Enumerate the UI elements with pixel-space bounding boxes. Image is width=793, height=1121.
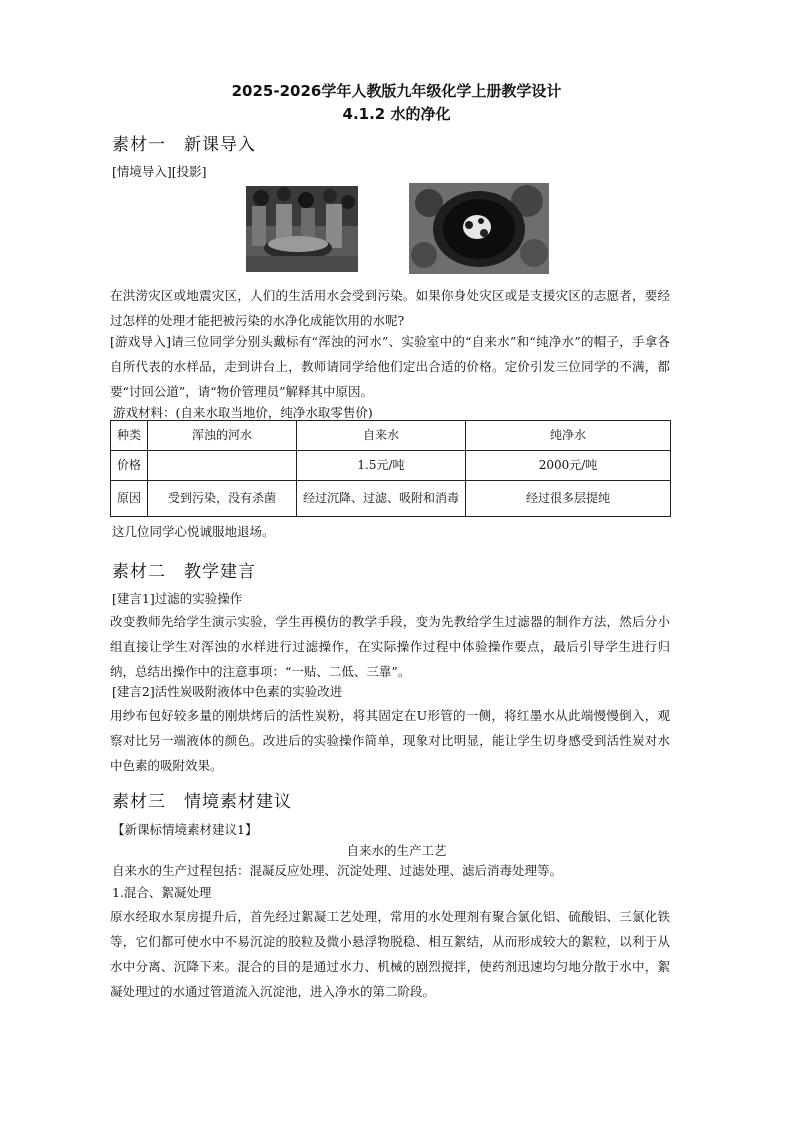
lesson-title: 4.1.2 水的净化 <box>342 105 451 123</box>
conclusion-text: 这几位同学心悦诚服地退场。 <box>112 524 275 539</box>
table-cell: 纯净水 <box>466 421 671 451</box>
table-cell: 经过沉降、过滤、吸附和消毒 <box>297 481 466 517</box>
table-cell: 价格 <box>111 451 148 481</box>
suggestion-2-body <box>110 703 670 778</box>
scene-tag: [情境导入][投影] <box>112 164 207 179</box>
step-1-text: 原水经取水泵房提升后，首先经过絮凝工艺处理，常用的水处理剂有聚合氯化铝、硫酸铝、三氯化铁等，它们都可使水中不易沉淀的胶粒及微小悬浮物脱稳、相互絮结，从而形成较大的絮粒，以利于从水中分离、沉降下来。混合的目的是通过水力、机械的剧烈搅拌，使药剂迅速均匀地分散于水中，絮凝处理过的水通过管道流入沉淀池，进入净水的第二阶段。 <box>110 909 670 999</box>
curriculum-suggestion-label: 【新课标情境素材建议1】 <box>112 822 258 837</box>
game-intro-paragraph <box>110 329 670 404</box>
suggestion-1-body <box>110 609 670 684</box>
table-row <box>111 481 671 517</box>
suggestion-2-title: [建言2]活性炭吸附液体中色素的实验改进 <box>112 684 343 699</box>
section-heading-1: 素材一 新课导入 <box>112 135 256 155</box>
table-cell: 2000元/吨 <box>466 451 671 481</box>
flood-photo <box>246 186 358 272</box>
table-cell: 自来水 <box>297 421 466 451</box>
document-title: 2025-2026学年人教版九年级化学上册教学设计 <box>231 82 562 100</box>
intro-text: 在洪涝灾区或地震灾区，人们的生活用水会受到污染。如果你身处灾区或是支援灾区的志愿者，要经过怎样的处理才能把被污染的水净化成能饮用的水呢? <box>110 288 670 328</box>
game-intro-text: [游戏导入]请三位同学分别头戴标有“浑浊的河水”、实验室中的“自来水”和“纯净水”的帽子，手拿各自所代表的水样品，走到讲台上，教师请同学给他们定出合适的价格。定价引发三位同学的不满，都要“讨回公道”，请“物价管理员”解释其中原因。 <box>110 334 670 399</box>
table-cell: 种类 <box>111 421 148 451</box>
table-cell: 经过很多层提纯 <box>466 481 671 517</box>
step-1-body <box>110 904 670 1004</box>
intro-paragraph <box>110 283 670 333</box>
table-cell <box>148 451 297 481</box>
tap-water-process-title: 自来水的生产工艺 <box>346 843 447 858</box>
table-cell: 1.5元/吨 <box>297 451 466 481</box>
table-cell: 受到污染，没有杀菌 <box>148 481 297 517</box>
table-row <box>111 451 671 481</box>
well-photo <box>409 183 549 274</box>
suggestion-1-text: 改变教师先给学生演示实验，学生再模仿的教学手段，变为先教给学生过滤器的制作方法，然后分小组直接让学生对浑浊的水样进行过滤操作，在实际操作过程中体验操作要点，最后引导学生进行归纳，总结出操作中的注意事项：“一贴、二低、三靠”。 <box>110 614 670 679</box>
table-row <box>111 421 671 451</box>
process-summary: 自来水的生产过程包括：混凝反应处理、沉淀处理、过滤处理、滤后消毒处理等。 <box>112 863 563 878</box>
section-heading-2: 素材二 教学建言 <box>112 562 256 582</box>
suggestion-1-title: [建言1]过滤的实验操作 <box>112 591 243 606</box>
step-1-title: 1.混合、絮凝处理 <box>112 885 212 900</box>
section-heading-3: 素材三 情境素材建议 <box>112 792 292 812</box>
table-cell: 浑浊的河水 <box>148 421 297 451</box>
water-price-table <box>110 420 671 517</box>
table-cell: 原因 <box>111 481 148 517</box>
suggestion-2-text: 用纱布包好较多量的刚烘烤后的活性炭粉，将其固定在U形管的一侧，将红墨水从此端慢慢倒入，观察对比另一端液体的颜色。改进后的实验操作简单，现象对比明显，能让学生切身感受到活性炭对水中色素的吸附效果。 <box>110 708 670 773</box>
game-material-label: 游戏材料：(自来水取当地价，纯净水取零售价) <box>113 405 373 420</box>
